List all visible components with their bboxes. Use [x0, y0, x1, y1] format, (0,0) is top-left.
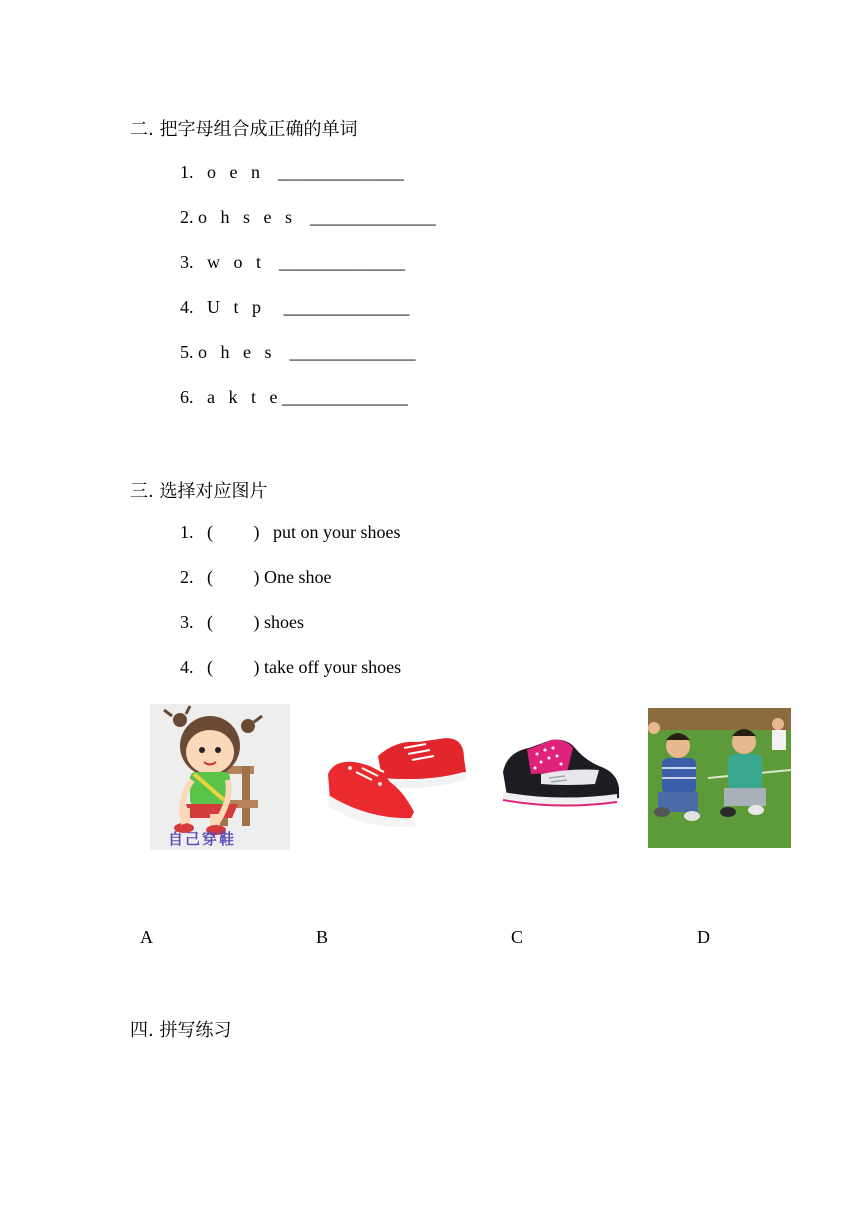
picture-a-caption: 自己穿鞋 — [168, 830, 237, 848]
unscramble-item-4: 4. U t p ______________ — [180, 297, 410, 317]
option-a-label: A — [140, 927, 153, 947]
option-d-label: D — [697, 927, 710, 947]
unscramble-item-1: 1. o e n ______________ — [180, 162, 404, 182]
section-3-heading: 三. 选择对应图片 — [130, 481, 268, 502]
unscramble-item-6: 6. a k t e ______________ — [180, 387, 408, 407]
unscramble-item-3: 3. w o t ______________ — [180, 252, 405, 272]
match-item-1: 1. ( ) put on your shoes — [180, 522, 401, 542]
match-item-4: 4. ( ) take off your shoes — [180, 657, 402, 677]
match-item-3: 3. ( ) shoes — [180, 612, 304, 632]
section-2-heading: 二. 把字母组合成正确的单词 — [130, 119, 358, 140]
match-item-2: 2. ( ) One shoe — [180, 567, 332, 587]
picture-d-boys-photo — [648, 708, 791, 848]
unscramble-item-5: 5. o h e s ______________ — [180, 342, 416, 362]
option-c-label: C — [511, 927, 524, 947]
picture-a-girl-putting-on-shoes — [150, 704, 290, 850]
picture-c-pink-high-top — [497, 738, 623, 818]
unscramble-item-2: 2. o h s e s ______________ — [180, 207, 436, 227]
picture-b-red-sneakers — [320, 728, 470, 834]
option-b-label: B — [316, 927, 329, 947]
section-4-heading: 四. 拼写练习 — [130, 1020, 232, 1041]
